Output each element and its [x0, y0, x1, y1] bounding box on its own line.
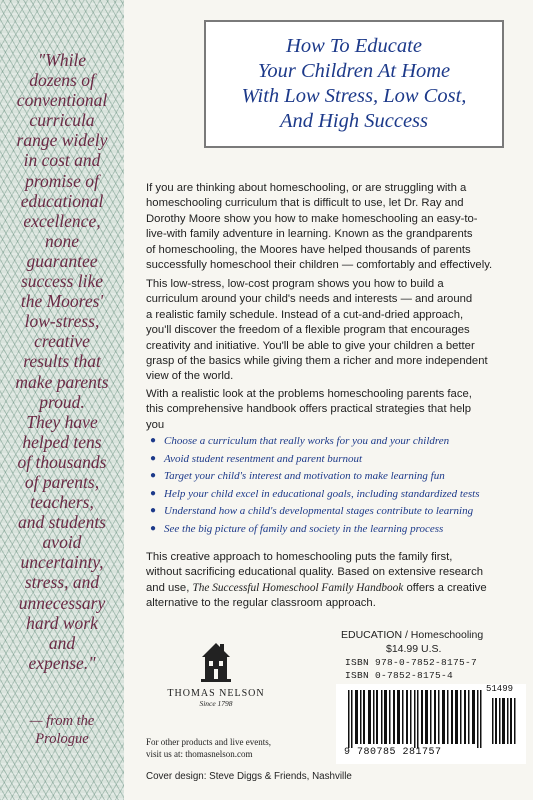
text-line: This creative approach to homeschooling puts the family first, [146, 551, 453, 563]
quote-line: hard work [26, 612, 98, 633]
text-fragment: offers a creative [406, 581, 487, 594]
quote-line: make parents [15, 371, 109, 392]
text-line: successfully homeschool their children — comfortably and effectively. [146, 259, 493, 272]
text-line: If you are thinking about homeschooling, or are struggling with a [146, 182, 467, 194]
text-line: With a realistic look at the problems homeschooling parents face, [146, 388, 472, 400]
isbn10-label: ISBN 0-7852-8175-4 [345, 670, 454, 681]
paragraph-strategies [146, 387, 516, 433]
price-code: 51499 [486, 684, 514, 694]
bullet-icon: ● [150, 505, 157, 516]
title-line: Your Children At Home [257, 60, 451, 82]
bullet-icon: ● [150, 522, 157, 534]
text-line: live-with family adventure in learning. Known as the grandparents [146, 228, 473, 241]
bullet-text: Avoid student resentment and parent burnout [164, 452, 363, 465]
quote-line: dozens of [29, 70, 95, 91]
text-line: this comprehensive handbook offers practical strategies that help [146, 403, 472, 416]
bullet-icon: ● [150, 487, 157, 499]
quote-line: excellence, [23, 210, 101, 231]
bullet-text: See the big picture of family and society in the learning process [164, 522, 444, 535]
isbn13-label: ISBN 978-0-7852-8175-7 [345, 657, 478, 668]
title-line: And High Success [279, 110, 429, 132]
bullet-text: Help your child excel in educational goals, including standardized tests [164, 487, 480, 500]
paragraph-program [146, 277, 516, 385]
quote-line: helped tens [22, 431, 102, 452]
title-box [204, 20, 504, 148]
quote-line: in cost and [23, 150, 101, 171]
text-line: a realistic family schedule. Instead of a cut-and-dried approach, [146, 308, 464, 321]
bullet-text: Target your child's interest and motivation to make learning fun [164, 470, 445, 482]
page-title [206, 34, 502, 134]
quote-attribution [6, 712, 118, 748]
quote-line: guarantee [26, 250, 98, 271]
text-line: creativity and initiative. You'll be able to give your children a better [146, 339, 475, 352]
note-line: For other products and live events, [146, 737, 271, 747]
attribution-line: Prologue [35, 731, 89, 747]
quote-line: conventional [16, 90, 108, 111]
text-line: without sacrificing educational quality. Based on extensive research [146, 566, 484, 579]
category-label: EDUCATION / Homeschooling [341, 629, 484, 641]
quote-line: avoid [42, 532, 82, 553]
title-line: With Low Stress, Low Cost, [241, 85, 467, 107]
price-label: $14.99 U.S. [386, 643, 442, 655]
publisher-since: Since 1798 [199, 699, 233, 708]
text-line: you [146, 418, 165, 431]
bullet-icon: ● [150, 435, 157, 446]
quote-line: stress, and [24, 572, 100, 593]
quote-line: "While [37, 50, 87, 70]
barcode-number: 9 780785 281757 [344, 747, 442, 758]
title-line: How To Educate [286, 35, 422, 57]
bullet-text: Understand how a child's developmental stages contribute to learning [164, 505, 474, 517]
cover-credit: Cover design: Steve Diggs & Friends, Nashville [146, 771, 352, 782]
text-line [146, 581, 516, 596]
quote-line: results that [23, 351, 101, 372]
publisher-logo [146, 640, 286, 708]
bullet-icon: ● [150, 452, 157, 464]
quote-line: and students [18, 512, 106, 533]
book-title: The Successful Homeschool Family Handbook [192, 581, 404, 594]
quote-line: They have [26, 411, 98, 432]
paragraph-intro [146, 181, 516, 273]
quote-line: none [44, 230, 80, 251]
quote-line: low-stress, [24, 311, 100, 332]
quote-line: promise of [25, 170, 99, 191]
quote-line: educational [20, 190, 104, 211]
text-line: you'll discover the freedom of a flexible program that encourages [146, 324, 470, 337]
text-line: curriculum around your child's needs and interests — and around [146, 293, 473, 306]
quote-line: success like [20, 271, 104, 292]
quote-line: of parents, [24, 471, 100, 492]
barcode-icon [344, 688, 519, 748]
house-logo-icon [199, 640, 233, 684]
quote-line: range widely [16, 130, 108, 151]
bullet-text: Choose a curriculum that really works for you and your children [164, 435, 450, 447]
publisher-note [146, 737, 271, 760]
list-item [150, 452, 520, 470]
publisher-name: THOMAS NELSON [167, 688, 265, 699]
list-item [150, 522, 520, 540]
list-item [150, 487, 520, 505]
quote-line: creative [34, 331, 90, 352]
text-line: of homeschooling, the Moores have helped thousands of parents [146, 243, 471, 256]
text-line: Dorothy Moore show you how to make homeschooling an easy-to- [146, 212, 478, 225]
bullet-icon: ● [150, 470, 157, 481]
quote-line: the Moores' [20, 291, 104, 312]
quote-line: curricula [29, 110, 95, 131]
quote-line: and [48, 632, 76, 653]
note-line: visit us at: thomasnelson.com [146, 748, 253, 759]
text-line: view of the world. [146, 370, 234, 383]
quote-line: teachers, [30, 492, 94, 513]
quote-line: proud. [39, 391, 85, 412]
text-fragment: and use, [146, 581, 190, 594]
paragraph-closing [146, 550, 516, 612]
text-line: alternative to the regular classroom approach. [146, 597, 376, 610]
quote-line: uncertainty, [20, 552, 104, 573]
text-line: grasp of the basics while giving them a richer and more independent [146, 355, 488, 368]
quote-line: of thousands [17, 451, 107, 472]
list-item [150, 434, 520, 452]
list-item [150, 504, 520, 522]
barcode-area [336, 684, 526, 764]
text-line: This low-stress, low-cost program shows you how to build a [146, 278, 444, 290]
list-item [150, 469, 520, 487]
quote-line: unnecessary [18, 592, 106, 613]
quote-line: expense." [28, 652, 96, 673]
text-line: homeschooling curriculum that is difficult to use, let Dr. Ray and [146, 197, 464, 210]
bullet-list [150, 434, 520, 539]
attribution-line: — from the [29, 713, 95, 729]
sidebar-quote [6, 50, 118, 673]
